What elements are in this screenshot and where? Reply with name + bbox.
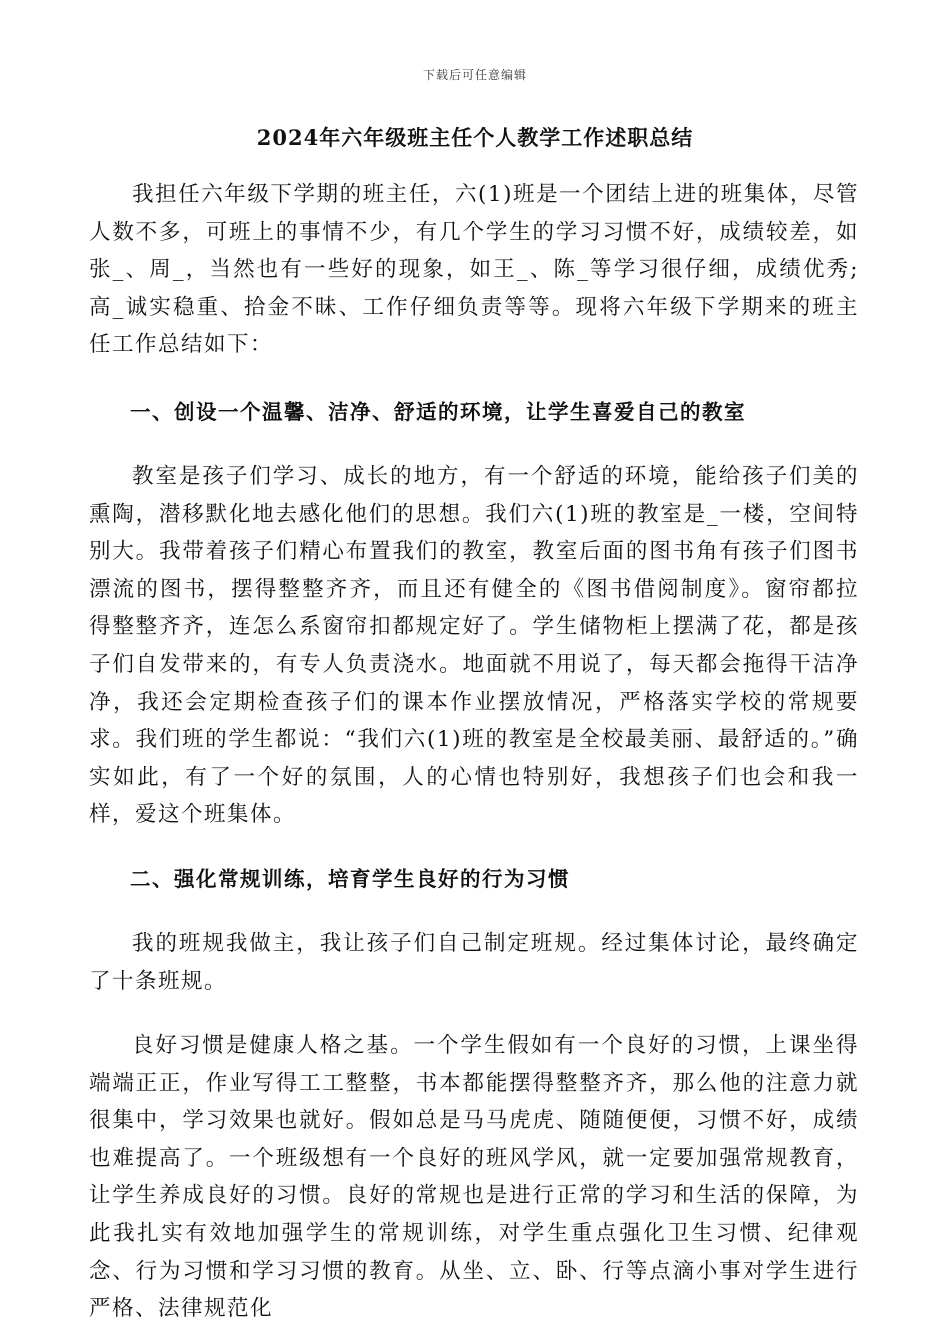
section-1-paragraph: 教室是孩子们学习、成长的地方，有一个舒适的环境，能给孩子们美的熏陶，潜移默化地去感化他们的思想。我们六(1)班的教室是_一楼，空间特别大。我带着孩子们精心布置我们的教室，教室后面的图书角有孩子们图书漂流的图书，摆得整整齐齐，而且还有健全的《图书借阅制度》。窗帘都拉得整整齐齐，连怎么系窗帘扣都规定好了。学生储物柜上摆满了花，都是孩子们自发带来的，有专人负责浇水。地面就不用说了，每天都会拖得干洁净净，我还会定期检查孩子们的课本作业摆放情况，严格落实学校的常规要求。我们班的学生都说：“我们六(1)班的教室是全校最美丽、最舒适的。”确实如此，有了一个好的氛围，人的心情也特别好，我想孩子们也会和我一样，爱这个班集体。 (89, 463, 859, 828)
document-title: 2024年六年级班主任个人教学工作述职总结 (256, 125, 694, 150)
intro-paragraph: 我担任六年级下学期的班主任，六(1)班是一个团结上进的班集体，尽管人数不多，可班上的事情不少，有几个学生的学习习惯不好，成绩较差，如张_、周_，当然也有一些好的现象，如王_、陈_等学习很仔细，成绩优秀;高_诚实稳重、拾金不昧、工作仔细负责等等。现将六年级下学期来的班主任工作总结如下： (89, 182, 859, 358)
section-2-paragraph-2: 良好习惯是健康人格之基。一个学生假如有一个良好的习惯，上课坐得端端正正，作业写得工工整整，书本都能摆得整整齐齐，那么他的注意力就很集中，学习效果也就好。假如总是马马虎虎、随随便便，习惯不好，成绩也难提高了。一个班级想有一个良好的班风学风，就一定要加强常规教育，让学生养成良好的习惯。良好的常规也是进行正常的学习和生活的保障，为此我扎实有效地加强学生的常规训练，对学生重点强化卫生习惯、纪律观念、行为习惯和学习习惯的教育。从坐、立、卧、行等点滴小事对学生进行严格、法律规范化 (89, 1033, 859, 1322)
header-note: 下载后可任意编辑 (422, 68, 527, 82)
spacer (89, 431, 859, 458)
spacer (89, 1000, 859, 1027)
section-2-heading: 二、强化常规训练，培育学生良好的行为习惯 (130, 866, 570, 891)
spacer (89, 364, 859, 394)
section-1-heading: 一、创设一个温馨、洁净、舒适的环境，让学生喜爱自己的教室 (130, 399, 746, 424)
document-body (89, 176, 859, 1328)
section-2-paragraph-1: 我的班规我做主，我让孩子们自己制定班规。经过集体讨论，最终确定了十条班规。 (89, 930, 859, 994)
spacer (89, 898, 859, 925)
spacer (89, 834, 859, 861)
